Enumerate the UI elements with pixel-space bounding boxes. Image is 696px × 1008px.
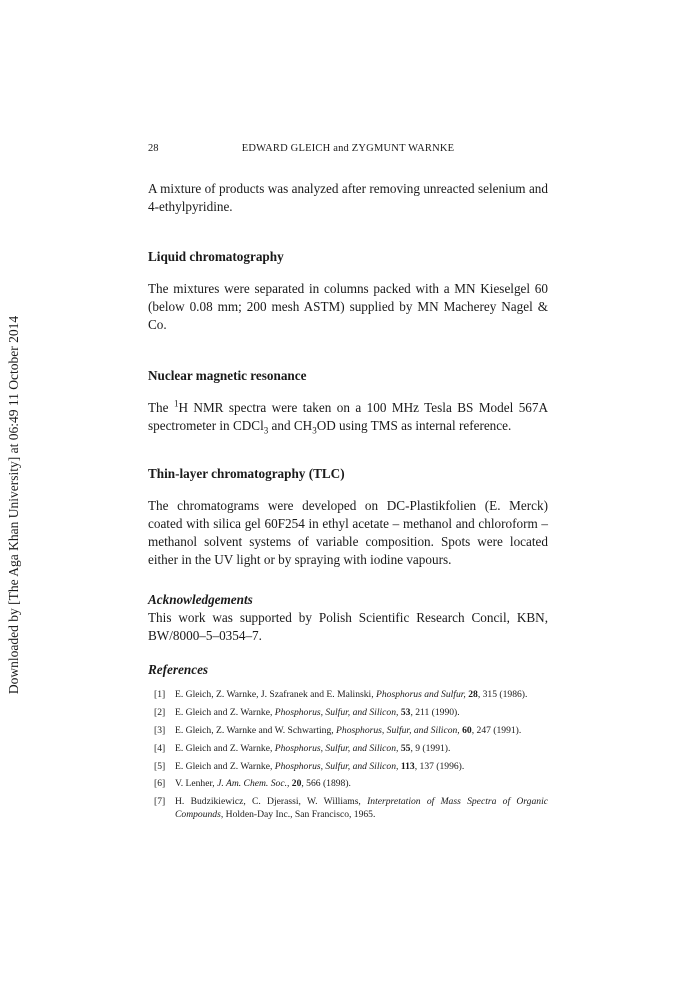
reference-number: [2] — [154, 706, 166, 718]
reference-number: [6] — [154, 778, 166, 790]
reference-number: [3] — [154, 724, 166, 736]
section-heading: Thin-layer chromatography (TLC) — [148, 466, 345, 481]
section-heading: Liquid chromatography — [148, 249, 284, 264]
subscript: 3 — [312, 425, 317, 436]
text-run: H NMR spectra were taken on a 100 MHz Tesla BS Model 567A spectrometer in CDCl — [148, 400, 548, 433]
reference-volume: 55 — [400, 742, 411, 754]
reference-journal: Phosphorus, Sulfur, and Silicon, — [336, 724, 460, 736]
reference-details: Holden-Day Inc., San Francisco, 1965. — [223, 808, 376, 820]
reference-details: , 9 (1991). — [410, 742, 451, 754]
section-paragraph: The chromatograms were developed on DC-Plastikfolien (E. Merck) coated with silica gel 60F254 in ethyl acetate – methanol and chloroform – methanol solvent systems of variable composition. Spots were located either in the UV light or by spraying with iodine vapours. — [148, 498, 548, 567]
intro-block — [148, 180, 548, 216]
references-section — [148, 661, 548, 827]
reference-details: , 566 (1898). — [301, 778, 351, 790]
running-head: EDWARD GLEICH and ZYGMUNT WARNKE — [241, 143, 455, 154]
reference-journal: Interpretation of Mass Spectra of Organic Compounds, — [175, 796, 549, 820]
reference-details: , 137 (1996). — [414, 760, 465, 772]
superscript: 1 — [173, 398, 179, 409]
nmr-section — [148, 367, 548, 435]
reference-item — [148, 707, 548, 720]
reference-journal: Phosphorus and Sulfur, — [376, 689, 466, 700]
reference-details: , 315 (1986). — [477, 689, 528, 700]
tlc-section — [148, 465, 548, 569]
reference-volume: 53 — [400, 706, 411, 718]
reference-volume: 28 — [468, 689, 478, 700]
reference-journal: J. Am. Chem. Soc., — [217, 778, 290, 790]
reference-volume: 60 — [462, 724, 472, 736]
reference-item — [148, 796, 548, 821]
text-run: OD using TMS as internal reference. — [316, 418, 512, 433]
reference-item — [148, 725, 548, 738]
section-heading: Nuclear magnetic resonance — [148, 368, 307, 383]
liquid-chromatography-section — [148, 248, 548, 334]
section-paragraph: The mixtures were separated in columns packed with a MN Kieselgel 60 (below 0.08 mm; 200 mesh ASTM) supplied by MN Macherey Nagel & Co. — [148, 281, 548, 332]
reference-item — [148, 778, 548, 791]
reference-item — [148, 743, 548, 756]
reference-item — [148, 761, 548, 774]
reference-authors: H. Budzikiewicz, C. Djerassi, W. Williams, — [175, 796, 368, 808]
section-heading: References — [148, 662, 209, 677]
text-run: and CH — [268, 418, 313, 433]
reference-volume: 20 — [291, 778, 302, 790]
reference-details: , 247 (1991). — [471, 724, 522, 736]
reference-journal: Phosphorus, Sulfur, and Silicon, — [274, 760, 399, 772]
section-paragraph — [148, 399, 548, 435]
reference-journal: Phosphorus, Sulfur, and Silicon, — [274, 742, 399, 754]
reference-number: [5] — [154, 760, 166, 772]
reference-item — [148, 689, 548, 702]
reference-journal: Phosphorus, Sulfur, and Silicon, — [274, 706, 399, 718]
section-paragraph: This work was supported by Polish Scientific Research Concil, KBN, BW/8000–5–0354–7. — [148, 610, 548, 643]
acknowledgements-section — [148, 591, 548, 645]
intro-paragraph: A mixture of products was analyzed after removing unreacted selenium and 4-ethylpyridine. — [148, 181, 548, 214]
page-header — [148, 143, 548, 157]
section-heading: Acknowledgements — [148, 592, 253, 607]
reference-authors: E. Gleich and Z. Warnke, — [175, 742, 275, 754]
reference-details: , 211 (1990). — [410, 706, 460, 718]
subscript: 3 — [263, 425, 269, 436]
reference-number: [7] — [154, 796, 166, 808]
reference-authors: E. Gleich, Z. Warnke, J. Szafranek and E. Malinski, — [175, 689, 376, 700]
page-number: 28 — [148, 143, 159, 154]
reference-list — [148, 689, 548, 821]
download-stamp: Downloaded by [The Aga Khan University] at 06:49 11 October 2014 — [6, 315, 21, 695]
text-run: The — [148, 400, 174, 415]
reference-authors: E. Gleich and Z. Warnke, — [175, 706, 275, 718]
reference-number: [1] — [154, 689, 166, 700]
reference-volume: 113 — [400, 760, 415, 772]
reference-number: [4] — [154, 742, 166, 754]
reference-authors: E. Gleich and Z. Warnke, — [175, 760, 275, 772]
reference-authors: V. Lenher, — [175, 778, 218, 790]
reference-authors: E. Gleich, Z. Warnke and W. Schwarting, — [175, 724, 337, 736]
